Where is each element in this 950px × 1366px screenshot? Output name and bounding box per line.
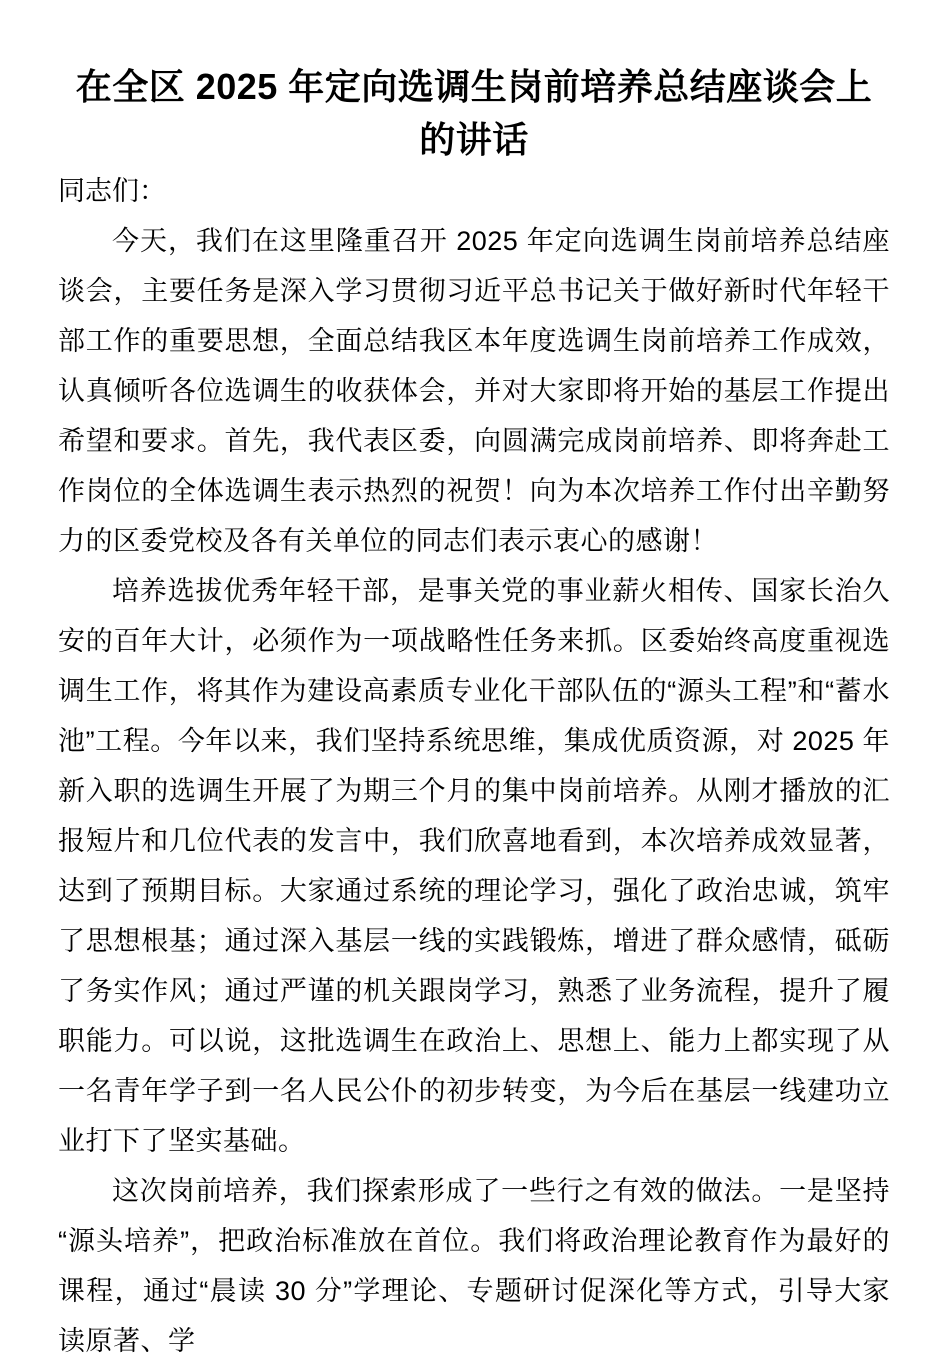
salutation: 同志们： [58,176,166,206]
document-title: 在全区 2025 年定向选调生岗前培养总结座谈会上的讲话 [75,66,873,160]
paragraph-opening: 今天，我们在这里隆重召开 2025 年定向选调生岗前培养总结座谈会，主要任务是深入学习贯彻习近平总书记关于做好新时代年轻干部工作的重要思想，全面总结我区本年度选调生岗前培养工作成效，认真倾听各位选调生的收获体会，并对大家即将开始的基层工作提出希望和要求。首先，我代表区委，向圆满完成岗前培养、即将奔赴工作岗位的全体选调生表示热烈的祝贺！向为本次培养工作付出辛勤努力的区委党校及各有关单位的同志们表示衷心的感谢！ [58,226,890,556]
paragraph-training-importance: 培养选拔优秀年轻干部，是事关党的事业薪火相传、国家长治久安的百年大计，必须作为一项战略性任务来抓。区委始终高度重视选调生工作，将其作为建设高素质专业化干部队伍的“源头工程”和“蓄水池”工程。今年以来，我们坚持系统思维，集成优质资源，对 2025 年新入职的选调生开展了为期三个月的集中岗前培养。从刚才播放的汇报短片和几位代表的发言中，我们欣喜地看到，本次培养成效显著，达到了预期目标。大家通过系统的理论学习，强化了政治忠诚，筑牢了思想根基；通过深入基层一线的实践锻炼，增进了群众感情，砥砺了务实作风；通过严谨的机关跟岗学习，熟悉了业务流程，提升了履职能力。可以说，这批选调生在政治上、思想上、能力上都实现了从一名青年学子到一名人民公仆的初步转变，为今后在基层一线建功立业打下了坚实基础。 [58,576,890,1156]
paragraph-effective-practices: 这次岗前培养，我们探索形成了一些行之有效的做法。一是坚持“源头培养”，把政治标准放在首位。我们将政治理论教育作为最好的课程，通过“晨读 30 分”学理论、专题研讨促深化等方式，引导大家读原著、学 [58,1176,890,1356]
